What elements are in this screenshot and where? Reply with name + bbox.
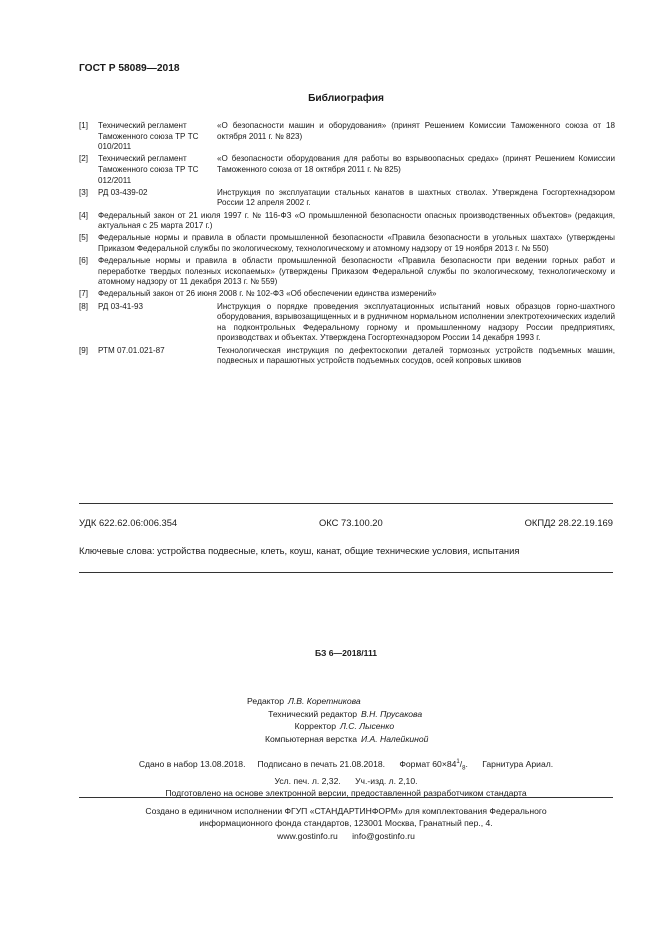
bibliography-entry <box>79 302 615 344</box>
entry-number: [7] <box>79 289 88 299</box>
staff-role: Редактор <box>247 696 284 706</box>
font-info: Гарнитура Ариал. <box>482 758 554 769</box>
bibliography-entry <box>79 289 615 300</box>
entry-number: [3] <box>79 187 88 197</box>
udk-code: УДК 622.62.06:006.354 <box>79 517 178 528</box>
entry-number: [6] <box>79 256 88 266</box>
footer-contacts <box>0 830 661 842</box>
entry-document: РД 03-41-93 <box>98 301 143 311</box>
oks-code: ОКС 73.100.20 <box>319 517 383 528</box>
bz-number: БЗ 6—2018/111 <box>314 648 378 658</box>
entry-text: «О безопасности оборудования для работы во взрывоопасных средах» (принят Решением Комиссии Таможенного союза от 18 октября 2011 г. № 825) <box>217 154 615 174</box>
divider-top <box>79 503 613 504</box>
paper-format: Формат $60\times 84^1/_8$. <box>399 758 468 772</box>
entry-number: [5] <box>79 233 88 243</box>
bibliography-entry <box>79 121 615 153</box>
bibliography-entry <box>79 346 615 367</box>
divider-keywords <box>79 572 613 573</box>
entry-document: РТМ 07.01.021-87 <box>98 345 165 355</box>
print-row <box>0 756 661 775</box>
entry-text: Технологическая инструкция по дефектоскопии деталей тормозных устройств подъемных машин, подвесных и парашютных устройств подъемных сосудов, осей копровых шкивов <box>217 345 615 366</box>
signed-date: Подписано в печать 21.08.2018. <box>257 758 386 769</box>
entry-text: Инструкция по эксплуатации стальных канатов в шахтных стволах. Утверждена Госгортехнадзором России 12 апреля 2002 г. <box>217 187 615 208</box>
bibliography-list <box>79 121 615 368</box>
bibliography-entry <box>79 233 615 254</box>
entry-text: Федеральные нормы и правила в области промышленной безопасности «Правила безопасности при ведении горных работ и переработке твердых полезных ископаемых» (утверждены Приказом Федеральной службы по экологическому, технологическому и атомному надзору от 11 декабря 2013 г. № 559) <box>98 256 615 287</box>
staff-list <box>0 695 661 745</box>
bibliography-entry <box>79 188 615 209</box>
standard-number: ГОСТ Р 58089—2018 <box>79 63 180 74</box>
okpd-code: ОКПД2 28.22.19.169 <box>524 517 613 528</box>
staff-row <box>0 695 661 708</box>
entry-document: Технический регламент Таможенного союза ТР ТС 012/2011 <box>98 154 199 185</box>
divider-footer <box>79 797 613 798</box>
bibliography-entry <box>79 154 615 186</box>
entry-number: [8] <box>79 301 88 311</box>
staff-name: В.Н. Прусакова <box>361 708 423 719</box>
staff-row <box>0 720 661 733</box>
entry-text: Инструкция о порядке проведения эксплуатационных испытаний новых образцов горно-шахтного оборудования, взрывозащищенных и в рудничном нормальном исполнении электротехнических изделий на подконтрольных Федеральному горному и промышленному надзору России предприятиях, производствах и объектах. Утверждена Госгортехнадзором России 14 декабря 1993 г. <box>217 301 615 343</box>
staff-role: Корректор <box>294 721 336 731</box>
classification-codes <box>79 517 613 528</box>
entry-number: [2] <box>79 154 88 164</box>
entry-text: «О безопасности машин и оборудования» (принят Решением Комиссии Таможенного союза от 18 октября 2011 г. № 823) <box>217 121 615 141</box>
staff-row <box>0 733 661 746</box>
footer-line: информационного фонда стандартов, 123001 Москва, Гранатный пер., 4. <box>199 818 493 829</box>
bibliography-title: Библиография <box>308 93 384 104</box>
staff-name: И.А. Налейкиной <box>361 733 429 744</box>
email-link[interactable]: info@gostinfo.ru <box>352 830 415 841</box>
entry-document: РД 03-439-02 <box>98 187 148 197</box>
entry-text: Федеральные нормы и правила в области промышленной безопасности «Правила безопасности в угольных шахтах» (утверждены Приказом Федеральной службы по экологическому, технологическому и атомному надзору от 19 ноября 2013 г. № 550) <box>98 233 615 253</box>
bibliography-entry <box>79 256 615 288</box>
print-row <box>0 775 661 787</box>
bibliography-entry <box>79 211 615 232</box>
entry-document: Технический регламент Таможенного союза ТР ТС 010/2011 <box>98 121 199 152</box>
entry-number: [4] <box>79 210 88 220</box>
print-info <box>0 756 661 799</box>
website-link[interactable]: www.gostinfo.ru <box>277 830 338 841</box>
entry-number: [1] <box>79 121 88 130</box>
staff-name: Л.В. Коретникова <box>288 696 361 706</box>
staff-row <box>0 708 661 721</box>
print-sheets: Усл. печ. л. 2,32. <box>274 775 341 786</box>
keywords: Ключевые слова: устройства подвесные, клеть, коуш, канат, общие технические условия, испытания <box>79 545 520 556</box>
prepared-note: Подготовлено на основе электронной версии, предоставленной разработчиком стандарта <box>165 787 527 798</box>
publisher-sheets: Уч.-изд. л. 2,10. <box>355 775 418 786</box>
sent-date: Сдано в набор 13.08.2018. <box>138 758 246 769</box>
entry-text: Федеральный закон от 21 июля 1997 г. № 116-ФЗ «О промышленной безопасности опасных производственных объектов» (редакция, актуальная с 25 марта 2017 г.) <box>98 210 615 231</box>
staff-name: Л.С. Лысенко <box>340 721 395 731</box>
publisher-footer <box>0 805 661 842</box>
staff-role: Компьютерная верстка <box>264 733 357 744</box>
entry-number: [9] <box>79 345 88 355</box>
entry-text: Федеральный закон от 26 июня 2008 г. № 102-ФЗ «Об обеспечении единства измерений» <box>98 289 437 299</box>
footer-line: Создано в единичном исполнении ФГУП «СТАНДАРТИНФОРМ» для комплектования Федерального <box>145 806 547 816</box>
staff-role: Технический редактор <box>268 708 357 719</box>
